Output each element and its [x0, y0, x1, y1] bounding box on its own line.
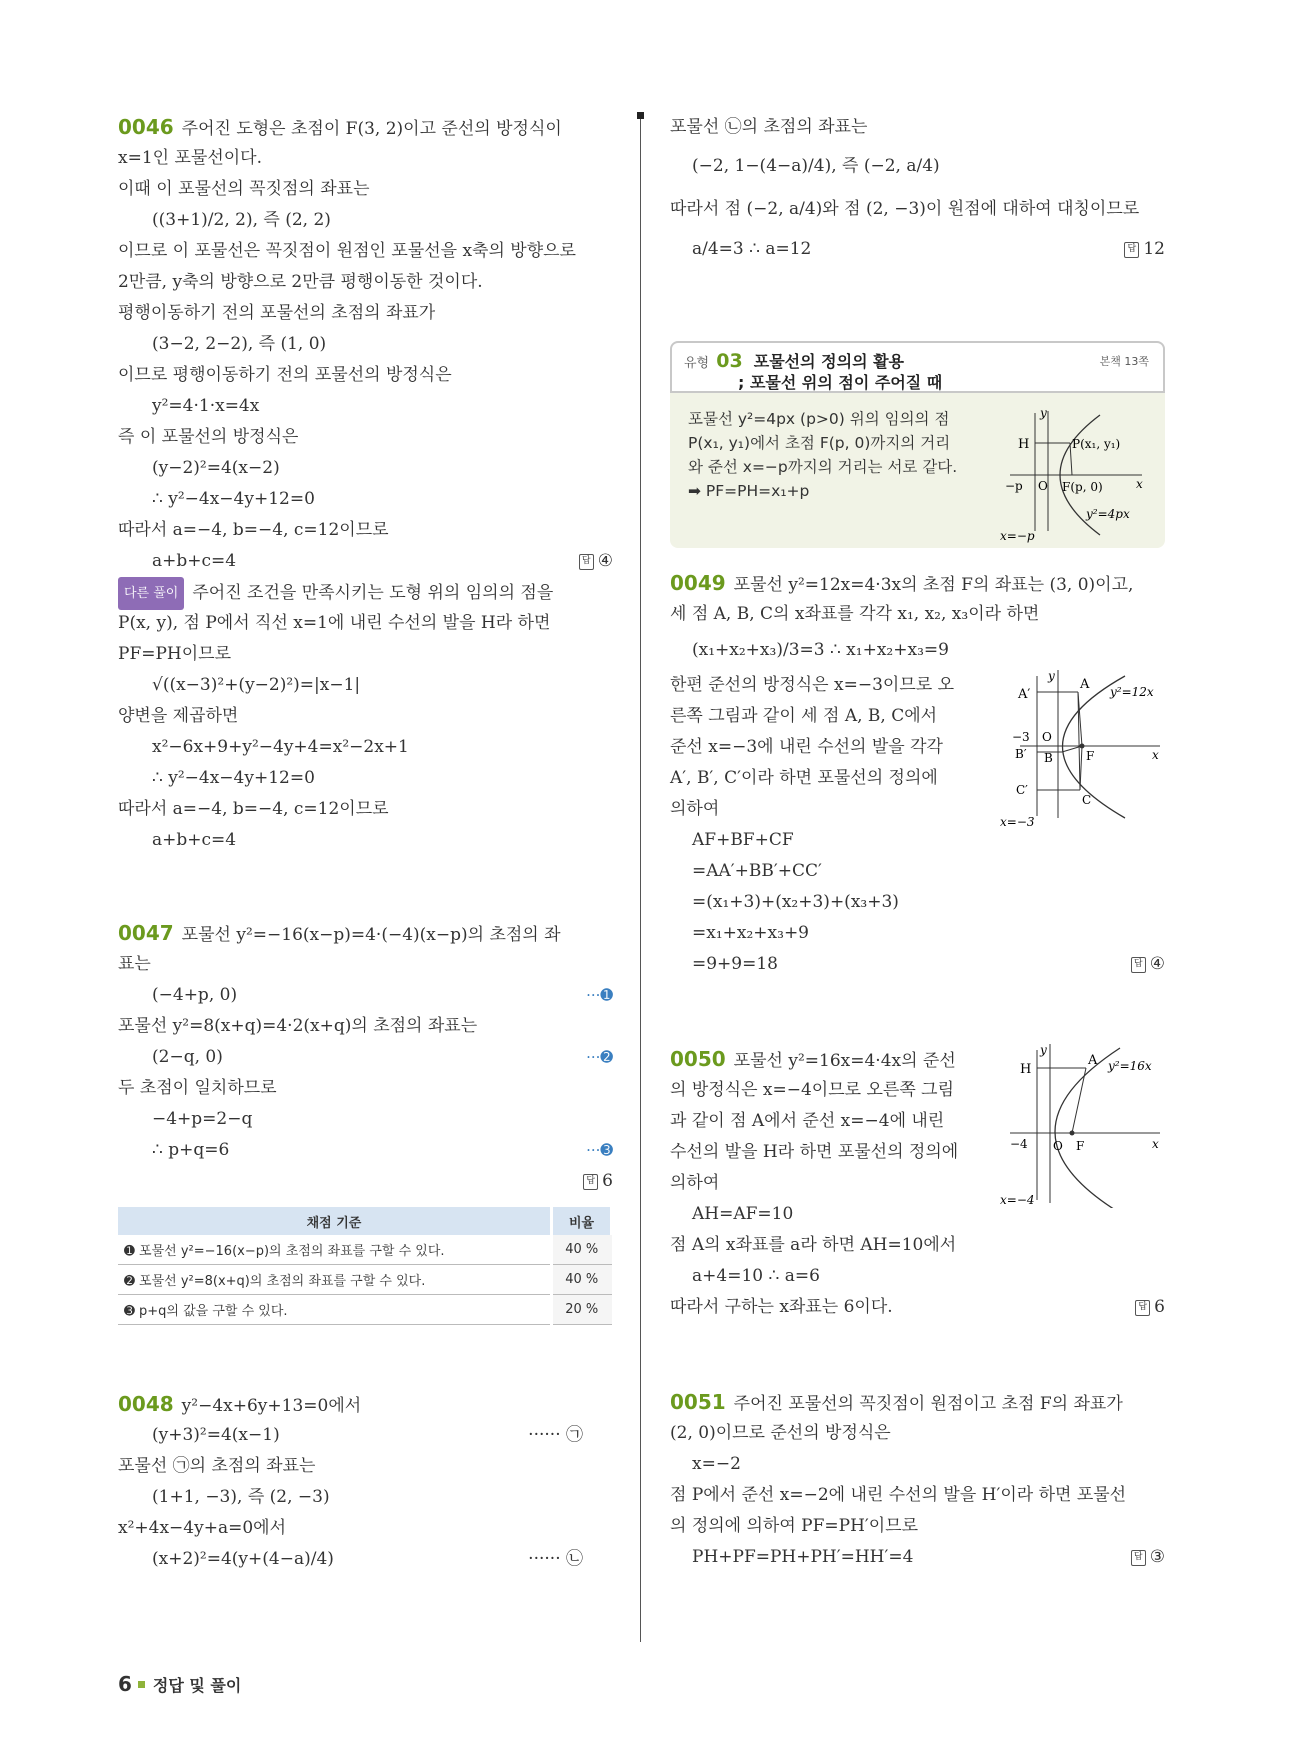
problem-0050	[670, 1044, 1165, 1323]
label-o: O	[1042, 730, 1052, 744]
parabola-figure-0049	[1000, 668, 1165, 828]
footer-label: 정답 및 풀이	[152, 1676, 242, 1695]
text-line: 포물선 y²=8(x+q)=4·2(x+q)의 초점의 좌표는	[118, 1016, 478, 1036]
text-line: 따라서 a=−4, b=−4, c=12이므로	[118, 799, 389, 819]
focus-point	[1070, 1131, 1075, 1136]
answer-icon: 답	[583, 1174, 598, 1190]
text-line: 따라서 a=−4, b=−4, c=12이므로	[118, 520, 389, 540]
answer	[1131, 949, 1165, 980]
text-line: P(x, y), 점 P에서 직선 x=1에 내린 수선의 발을 H라 하면	[118, 613, 551, 633]
answer	[1124, 229, 1165, 269]
table-cell: 20 %	[552, 1295, 612, 1325]
text-line: 한편 준선의 방정식은 x=−3이므로 오	[670, 675, 954, 695]
text-line: ((3+1)/2, 2), 즉 (2, 2)	[152, 210, 331, 230]
table-cell: 40 %	[552, 1235, 612, 1265]
text-line: 두 초점이 일치하므로	[118, 1078, 277, 1098]
text-line: PH+PF=PH+PH′=HH′=4	[692, 1547, 914, 1567]
text-line: ∴ y²−4x−4y+12=0	[152, 489, 315, 509]
label-directrix: x=−4	[1000, 1193, 1035, 1207]
left-column	[118, 112, 613, 1575]
answer	[583, 1166, 613, 1197]
answer-value: ④	[1149, 954, 1165, 974]
text-line: (1+1, −3), 즉 (2, −3)	[152, 1487, 330, 1507]
text-line: 포물선 y²=4px (p>0) 위의 임의의 점	[688, 410, 950, 428]
step-marker-3: ···➌	[586, 1141, 613, 1159]
answer-icon: 답	[1135, 1300, 1150, 1316]
text-line: 의하여	[670, 1173, 720, 1193]
table-header: 채점 기준	[118, 1207, 552, 1235]
focus-point	[1080, 744, 1085, 749]
type-subtitle: ; 포물선 위의 점이 주어질 때	[738, 373, 943, 392]
label-f: F(p, 0)	[1062, 480, 1103, 494]
label-c1: C′	[1016, 783, 1028, 797]
answer-icon: 답	[579, 554, 594, 570]
label-f: F	[1076, 1139, 1085, 1153]
text-line: 의하여	[670, 799, 720, 819]
table-header: 비율	[552, 1207, 612, 1235]
label-neg3: −3	[1012, 730, 1030, 744]
text-line: 이므로 이 포물선은 꼭짓점이 원점인 포물선을 x축의 방향으로	[118, 241, 576, 261]
text-line: =AA′+BB′+CC′	[692, 861, 822, 881]
column-divider	[640, 112, 641, 1642]
text-line: a+4=10 ∴ a=6	[692, 1266, 820, 1286]
answer-icon: 답	[1131, 1550, 1146, 1566]
label-directrix: x=−p	[1000, 529, 1035, 543]
label-b1: B′	[1015, 747, 1027, 761]
type-reference: 본책 13쪽	[1099, 355, 1149, 368]
label-h: H	[1020, 1062, 1032, 1077]
answer-icon: 답	[1131, 957, 1146, 973]
text-line: 수선의 발을 H라 하면 포물선의 정의에	[670, 1142, 959, 1162]
text-line: 준선 x=−3에 내린 수선의 발을 각각	[670, 737, 943, 757]
answer	[579, 546, 613, 577]
step-marker-2: ···➋	[586, 1048, 613, 1066]
text-line: (−2, 1−(4−a)/4), 즉 (−2, a/4)	[692, 156, 940, 176]
column-divider-mark	[637, 112, 644, 119]
problem-number: 0050	[670, 1047, 726, 1071]
text-line: 2만큼, y축의 방향으로 2만큼 평행이동한 것이다.	[118, 272, 483, 292]
problem-number: 0048	[118, 1392, 174, 1416]
text-line: 른쪽 그림과 같이 세 점 A, B, C에서	[670, 706, 938, 726]
page-footer	[118, 1672, 241, 1696]
answer	[1135, 1292, 1165, 1323]
table-cell: ➊ 포물선 y²=−16(x−p)의 초점의 좌표를 구할 수 있다.	[118, 1235, 552, 1265]
table-cell: ➌ p+q의 값을 구할 수 있다.	[118, 1295, 552, 1325]
text-line: AF+BF+CF	[692, 830, 794, 850]
text-line: P(x₁, y₁)에서 초점 F(p, 0)까지의 거리	[688, 434, 951, 452]
text-line: 이므로 평행이동하기 전의 포물선의 방정식은	[118, 365, 452, 385]
text-line: (y−2)²=4(x−2)	[152, 458, 280, 478]
text-line: √((x−3)²+(y−2)²)=|x−1|	[152, 675, 361, 695]
text-line: 의 방정식은 x=−4이므로 오른쪽 그림	[670, 1080, 954, 1100]
label-y: y	[1040, 406, 1047, 420]
page-number: 6	[118, 1672, 132, 1696]
label-x: x	[1152, 748, 1159, 762]
parabola-figure	[1000, 403, 1150, 543]
text-line: y²=4·1·x=4x	[152, 396, 260, 416]
type-number: 03	[716, 350, 743, 372]
problem-number: 0051	[670, 1390, 726, 1414]
text-line: 포물선 ㉠의 초점의 좌표는	[118, 1456, 316, 1476]
answer-value: 12	[1143, 239, 1165, 259]
equation-mark-2: ······ ㉡	[528, 1549, 583, 1569]
type-box	[670, 341, 1165, 548]
label-o: O	[1053, 1139, 1063, 1153]
text-line: (x₁+x₂+x₃)/3=3 ∴ x₁+x₂+x₃=9	[692, 640, 949, 660]
text-line: x=1인 포물선이다.	[118, 148, 262, 168]
text-line: 양변을 제곱하면	[118, 706, 239, 726]
text-line: (3−2, 2−2), 즉 (1, 0)	[152, 334, 327, 354]
text-line: 이때 이 포물선의 꼭짓점의 좌표는	[118, 179, 370, 199]
label-a1: A′	[1018, 687, 1031, 702]
label-b: B	[1044, 751, 1053, 765]
label-h: H	[1018, 437, 1030, 452]
text-line: 포물선 y²=12x=4·3x의 초점 F의 좌표는 (3, 0)이고,	[733, 575, 1134, 595]
table-row	[118, 1235, 612, 1265]
text-line: AH=AF=10	[692, 1204, 794, 1224]
scoring-table	[118, 1207, 613, 1325]
problem-0046	[118, 112, 613, 856]
text-line: a/4=3 ∴ a=12	[692, 239, 812, 259]
text-line: 따라서 점 (−2, a/4)와 점 (2, −3)이 원점에 대하여 대칭이므로	[670, 199, 1140, 219]
table-cell: 40 %	[552, 1265, 612, 1295]
type-box-body	[670, 393, 1165, 548]
text-line: 포물선 y²=−16(x−p)=4·(−4)(x−p)의 초점의 좌	[181, 925, 561, 945]
label-equation: y²=4px	[1086, 507, 1130, 521]
problem-0047	[118, 918, 613, 1325]
text-line: ➡ PF=PH=x₁+p	[688, 482, 810, 500]
text-line: =(x₁+3)+(x₂+3)+(x₃+3)	[692, 892, 899, 912]
problem-number: 0049	[670, 571, 726, 595]
text-line: 포물선 y²=16x=4·4x의 준선	[733, 1051, 956, 1071]
text-line: 평행이동하기 전의 포물선의 초점의 좌표가	[118, 303, 436, 323]
label-equation: y²=16x	[1108, 1059, 1152, 1073]
label-y: y	[1040, 1043, 1047, 1057]
right-column	[670, 112, 1165, 1573]
type-box-header	[670, 341, 1165, 393]
label-a: A	[1088, 1053, 1098, 1068]
problem-number: 0047	[118, 921, 174, 945]
answer-value: 6	[602, 1171, 613, 1191]
text-line: (2, 0)이므로 준선의 방정식은	[670, 1423, 891, 1443]
label-p: P(x₁, y₁)	[1072, 437, 1121, 451]
text-line: 표는	[118, 954, 151, 974]
text-line: ∴ y²−4x−4y+12=0	[152, 768, 315, 788]
answer-value: ④	[597, 551, 613, 571]
text-line: a+b+c=4	[152, 551, 237, 571]
table-row	[118, 1295, 612, 1325]
label-c: C	[1082, 793, 1092, 807]
text-line: x=−2	[692, 1454, 741, 1474]
text-line: 따라서 구하는 x좌표는 6이다.	[670, 1297, 893, 1317]
text-line: (x+2)²=4(y+(4−a)/4)	[152, 1549, 334, 1569]
text-line: −4+p=2−q	[152, 1109, 253, 1129]
text-line: x²+4x−4y+a=0에서	[118, 1518, 286, 1538]
footer-square-icon	[138, 1681, 145, 1688]
text-line: (y+3)²=4(x−1)	[152, 1425, 280, 1445]
label-equation: y²=12x	[1110, 685, 1154, 699]
text-line: 포물선 ㉡의 초점의 좌표는	[670, 117, 868, 137]
problem-0051	[670, 1387, 1165, 1573]
type-title: 포물선의 정의의 활용	[753, 352, 905, 371]
table-row	[118, 1265, 612, 1295]
label-directrix: x=−3	[1000, 815, 1035, 828]
problem-0049	[670, 568, 1165, 980]
parabola-figure-0050	[1000, 1038, 1165, 1208]
text-line: 과 같이 점 A에서 준선 x=−4에 내린	[670, 1111, 945, 1131]
answer-icon: 답	[1124, 242, 1139, 258]
text-line: 점 P에서 준선 x=−2에 내린 수선의 발을 H′이라 하면 포물선	[670, 1485, 1127, 1505]
segment-af	[1072, 1068, 1086, 1133]
text-line: 와 준선 x=−p까지의 거리는 서로 같다.	[688, 458, 958, 476]
label-f: F	[1086, 749, 1095, 763]
answer-value: ③	[1149, 1547, 1165, 1567]
text-line: y²−4x+6y+13=0에서	[181, 1396, 362, 1416]
label-x: x	[1136, 477, 1143, 491]
text-line: ∴ p+q=6	[152, 1140, 230, 1160]
label-neg-p: −p	[1005, 479, 1023, 493]
text-line: A′, B′, C′이라 하면 포물선의 정의에	[670, 768, 938, 788]
text-line: x²−6x+9+y²−4y+4=x²−2x+1	[152, 737, 409, 757]
answer	[1131, 1542, 1165, 1573]
text-line: 의 정의에 의하여 PF=PH′이므로	[670, 1516, 919, 1536]
table-cell: ➋ 포물선 y²=8(x+q)의 초점의 좌표를 구할 수 있다.	[118, 1265, 552, 1295]
text-line: 즉 이 포물선의 방정식은	[118, 427, 299, 447]
text-line: 주어진 조건을 만족시키는 도형 위의 임의의 점을	[192, 583, 554, 603]
text-line: a+b+c=4	[152, 830, 237, 850]
label-o: O	[1038, 479, 1048, 493]
text-line: 주어진 포물선의 꼭짓점이 원점이고 초점 F의 좌표가	[733, 1394, 1123, 1414]
problem-0048-continued	[670, 112, 1165, 269]
answer-value: 6	[1154, 1297, 1165, 1317]
text-line: 주어진 도형은 초점이 F(3, 2)이고 준선의 방정식이	[181, 119, 562, 139]
label-y: y	[1048, 669, 1055, 683]
text-line: =9+9=18	[692, 954, 778, 974]
text-line: PF=PH이므로	[118, 644, 232, 664]
problem-0048	[118, 1389, 613, 1575]
text-line: (−4+p, 0)	[152, 985, 238, 1005]
label-neg4: −4	[1010, 1137, 1028, 1151]
text-line: =x₁+x₂+x₃+9	[692, 923, 809, 943]
alt-solution-tag: 다른 풀이	[118, 577, 184, 610]
text-line: (2−q, 0)	[152, 1047, 223, 1067]
label-x: x	[1152, 1137, 1159, 1151]
step-marker-1: ···➊	[586, 986, 613, 1004]
label-a: A	[1080, 677, 1090, 692]
equation-mark-1: ······ ㉠	[528, 1425, 583, 1445]
type-label: 유형	[684, 356, 710, 371]
problem-number: 0046	[118, 115, 174, 139]
text-line: 점 A의 x좌표를 a라 하면 AH=10에서	[670, 1235, 957, 1255]
text-line: 세 점 A, B, C의 x좌표를 각각 x₁, x₂, x₃이라 하면	[670, 604, 1040, 624]
